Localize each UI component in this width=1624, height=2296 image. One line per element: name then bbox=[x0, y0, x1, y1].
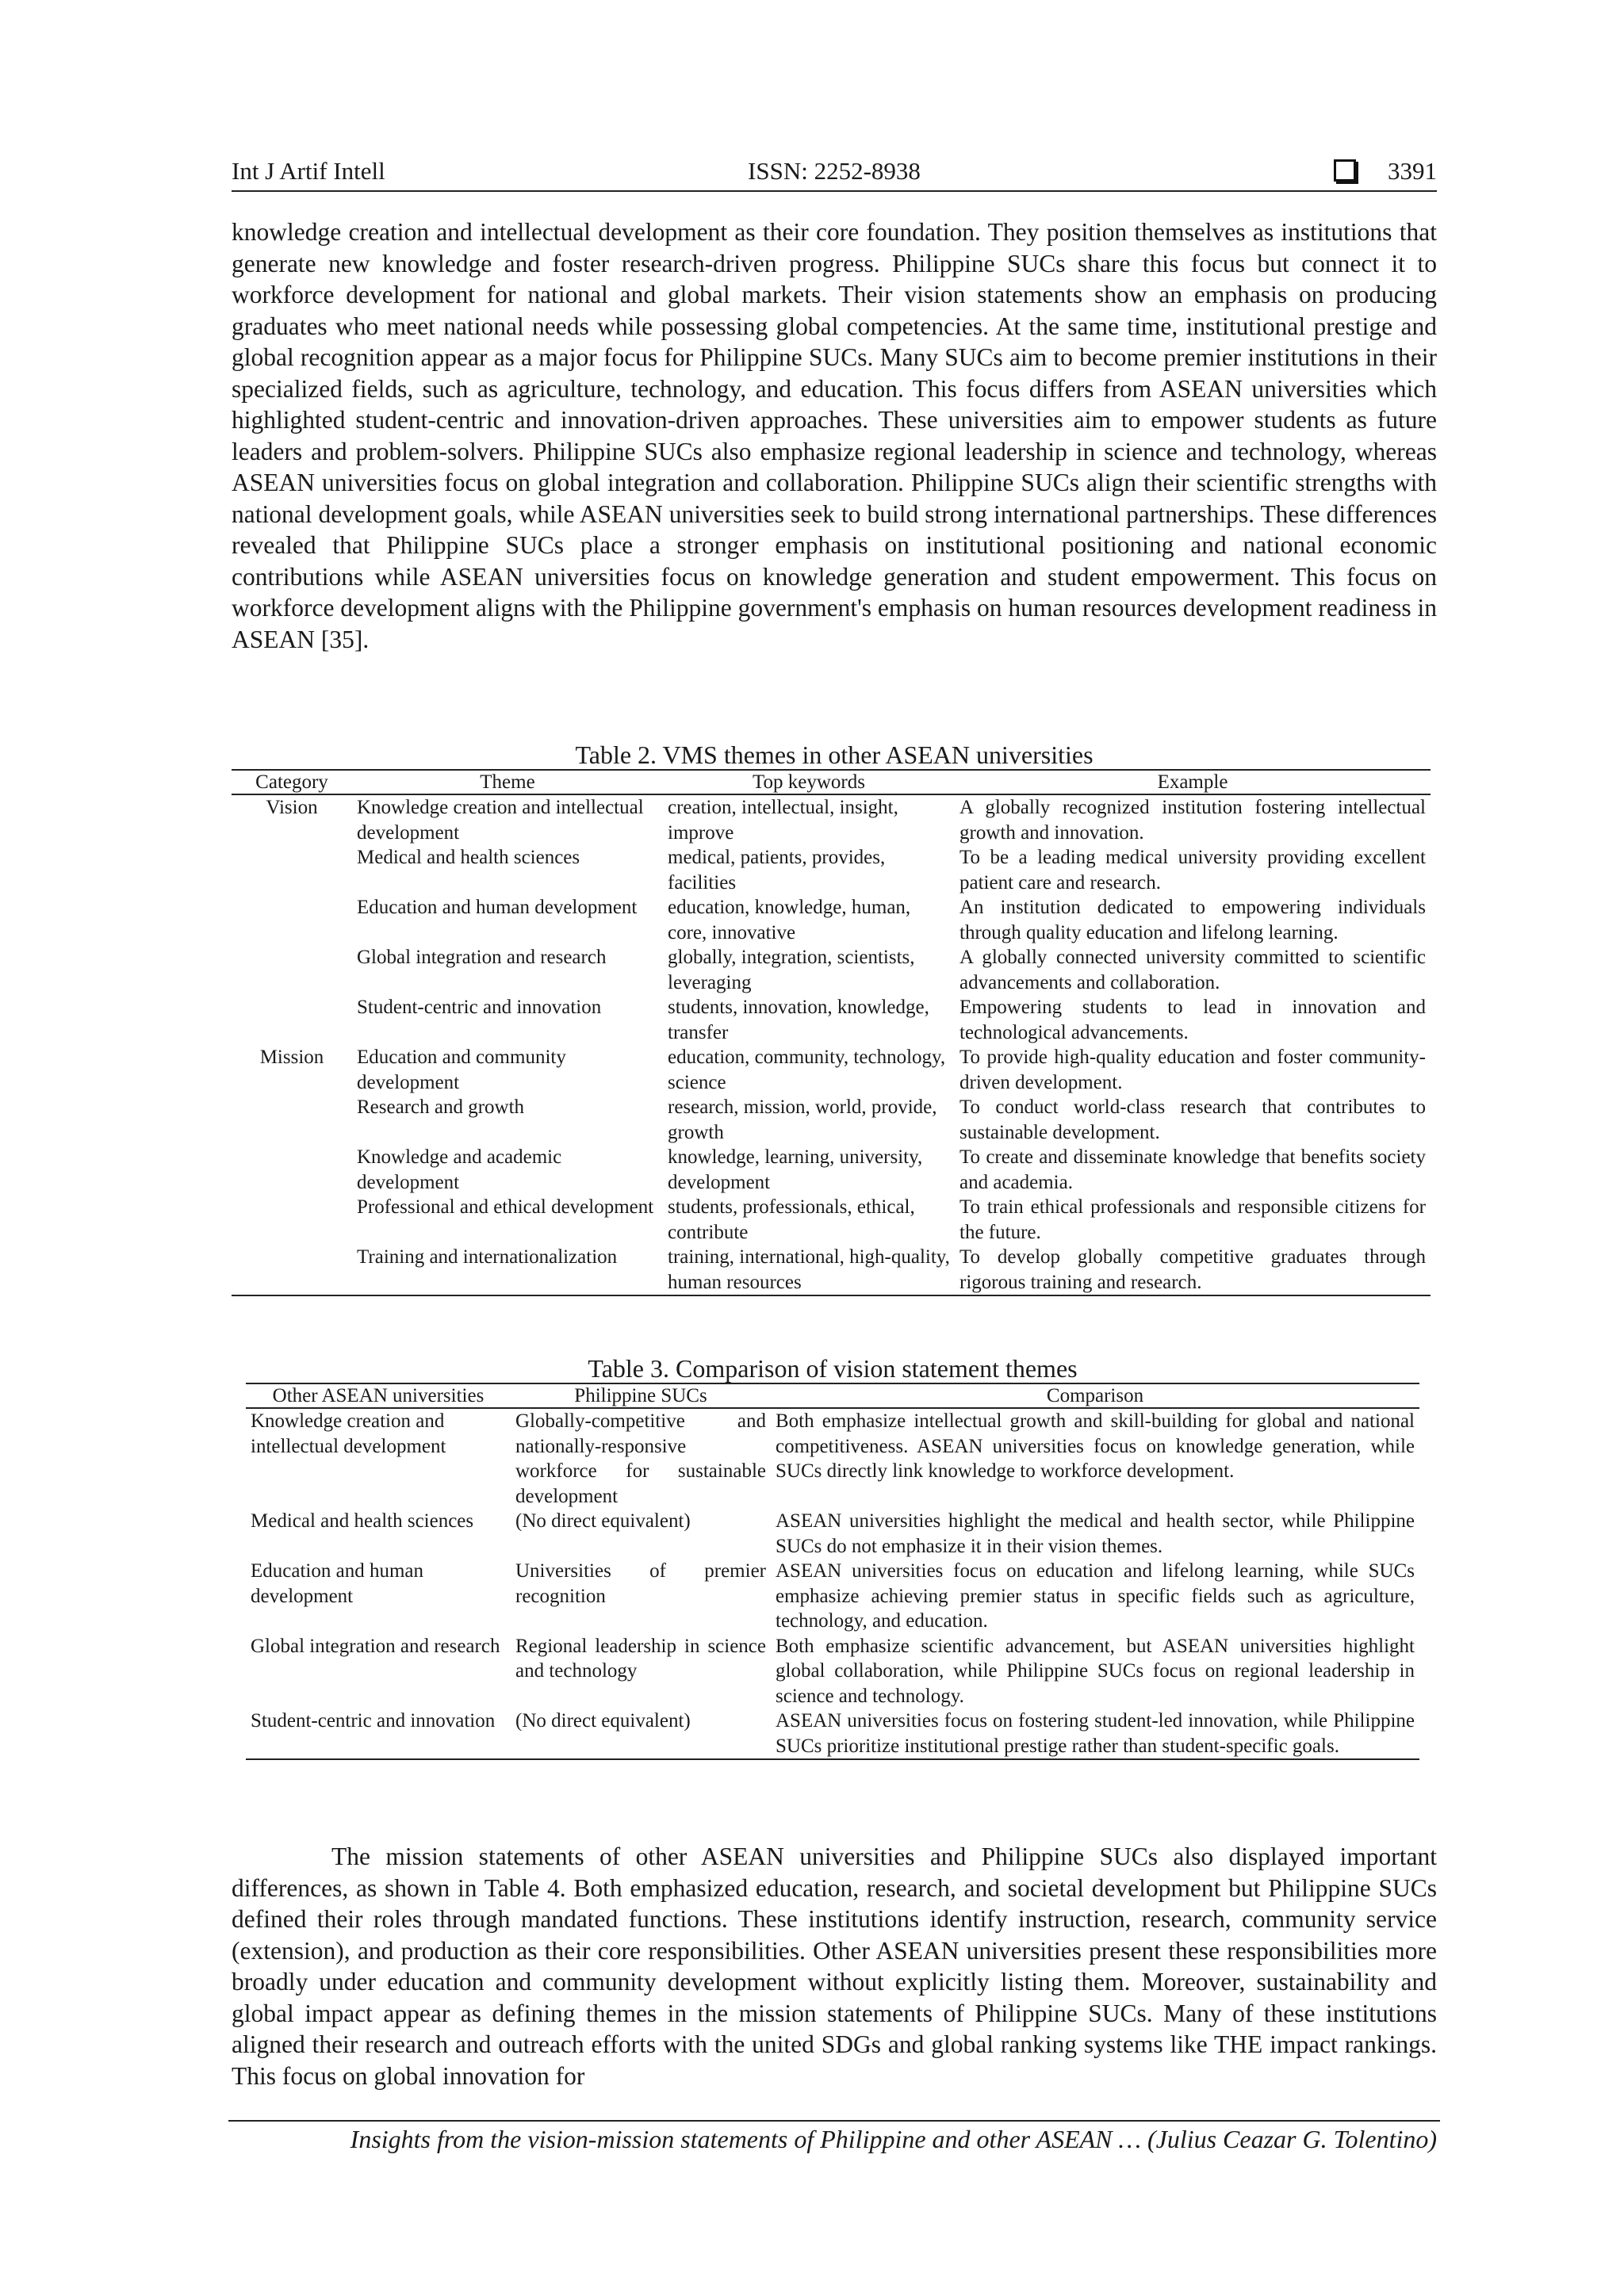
table2-header-keywords: Top keywords bbox=[663, 770, 955, 794]
table3 bbox=[246, 1383, 1419, 1760]
table2-cell-example: To create and disseminate knowledge that benefits society and academia. bbox=[959, 1146, 1426, 1193]
table3-cell-sucs: (No direct equivalent) bbox=[511, 1709, 771, 1759]
table2 bbox=[232, 769, 1431, 1296]
table2-cell-keywords: globally, integration, scientists, leveraging bbox=[668, 947, 915, 993]
table2-cell-example: To be a leading medical university providing excellent patient care and research. bbox=[959, 847, 1426, 894]
table2-cell-keywords: students, professionals, ethical, contribute bbox=[668, 1196, 915, 1243]
table2-cell-category bbox=[232, 1095, 352, 1145]
table3-cell-asean: Student-centric and innovation bbox=[246, 1709, 511, 1759]
table2-header-theme: Theme bbox=[352, 770, 663, 794]
table2-cell-theme: Knowledge creation and intellectual development bbox=[357, 797, 644, 844]
table2-cell-keywords: creation, intellectual, insight, improve bbox=[668, 797, 898, 844]
issn: ISSN: 2252-8938 bbox=[748, 157, 921, 185]
table2-cell-category: Vision bbox=[266, 797, 318, 818]
table3-caption: Table 3. Comparison of vision statement themes bbox=[588, 1354, 1078, 1383]
table2-cell-keywords: knowledge, learning, university, development bbox=[668, 1146, 923, 1193]
table2-cell-example: Empowering students to lead in innovation and technological advancements. bbox=[959, 997, 1426, 1043]
page-footer: Insights from the vision-mission statements of Philippine and other ASEAN … (Julius Ceazar G. Tolentino) bbox=[350, 2125, 1437, 2153]
table2-cell-category bbox=[232, 895, 352, 945]
table2-cell-theme: Professional and ethical development bbox=[357, 1196, 654, 1218]
page-header bbox=[232, 155, 1437, 192]
table3-cell-sucs: Universities of premier recognition bbox=[515, 1560, 766, 1607]
table2-header-example: Example bbox=[955, 770, 1431, 794]
table-row bbox=[246, 1634, 1419, 1709]
table2-cell-category bbox=[232, 1195, 352, 1245]
table-row bbox=[232, 1245, 1431, 1295]
table3-header-row bbox=[246, 1383, 1419, 1408]
table2-cell-category bbox=[232, 945, 352, 995]
table2-cell-keywords: education, knowledge, human, core, innovative bbox=[668, 897, 911, 943]
table2-cell-theme: Education and human development bbox=[357, 897, 638, 918]
table2-cell-example: To train ethical professionals and responsible citizens for the future. bbox=[959, 1196, 1426, 1243]
table2-cell-category bbox=[232, 1245, 352, 1295]
table2-cell-theme: Medical and health sciences bbox=[357, 847, 580, 868]
table2-cell-theme: Student-centric and innovation bbox=[357, 997, 602, 1018]
table3-cell-comparison: ASEAN universities highlight the medical and health sector, while Philippine SUCs do not emphasize it in their vision themes. bbox=[776, 1510, 1415, 1557]
table3-cell-asean: Medical and health sciences bbox=[251, 1510, 474, 1532]
table-row bbox=[232, 1045, 1431, 1095]
table2-cell-category bbox=[232, 1145, 352, 1195]
table3-cell-comparison: ASEAN universities focus on fostering student-led innovation, while Philippine SUCs prioritize institutional prestige rather than student-specific goals. bbox=[771, 1709, 1419, 1759]
table3-header-comparison: Comparison bbox=[771, 1383, 1419, 1408]
table2-cell-theme: Knowledge and academic development bbox=[357, 1146, 562, 1193]
table2-header-category: Category bbox=[232, 770, 352, 794]
table2-cell-example: A globally recognized institution fostering intellectual growth and innovation. bbox=[959, 797, 1426, 844]
table2-cell-example: A globally connected university committed to scientific advancements and collaboration. bbox=[959, 947, 1426, 993]
table3-header-sucs: Philippine SUCs bbox=[511, 1383, 771, 1408]
table-row bbox=[232, 945, 1431, 995]
table3-cell-asean: Global integration and research bbox=[251, 1635, 500, 1657]
table2-cell-theme: Research and growth bbox=[357, 1096, 525, 1118]
table2-cell-keywords: research, mission, world, provide, growth bbox=[668, 1096, 937, 1143]
table2-cell-keywords: training, international, high-quality, human resources bbox=[663, 1245, 955, 1295]
table-row bbox=[232, 845, 1431, 895]
table3-cell-comparison: Both emphasize intellectual growth and skill-building for global and national competitiveness. ASEAN universities focus on knowledge generation, while SUCs directly link knowledge to workforce development. bbox=[776, 1410, 1415, 1482]
table-row bbox=[232, 1195, 1431, 1245]
body-paragraph-1: knowledge creation and intellectual development as their core foundation. They position themselves as institutions that generate new knowledge and foster research-driven progress. Philippine SUCs share this focus but connect it to workforce development for national and global markets. Their vision statements show an emphasis on producing graduates who meet national needs while possessing global competencies. At the same time, institutional prestige and global recognition appear as a major focus for Philippine SUCs. Many SUCs aim to become premier institutions in their specialized fields, such as agriculture, technology, and education. This focus differs from ASEAN universities which highlighted student-centric and innovation-driven approaches. These universities aim to empower students as future leaders and problem-solvers. Philippine SUCs also emphasize regional leadership in science and technology, whereas ASEAN universities focus on global integration and collaboration. Philippine SUCs align their scientific strengths with national development goals, while ASEAN universities seek to build strong international partnerships. These differences revealed that Philippine SUCs place a stronger emphasis on institutional positioning and national economic contributions while ASEAN universities focus on knowledge generation and student empowerment. This focus on workforce development aligns with the Philippine government's emphasis on human resources development readiness in ASEAN [35]. bbox=[232, 218, 1437, 653]
page-number: 3391 bbox=[1388, 157, 1437, 185]
table2-cell-example: To develop globally competitive graduates through rigorous training and research. bbox=[955, 1245, 1431, 1295]
table3-header-asean: Other ASEAN universities bbox=[246, 1383, 511, 1408]
table3-cell-sucs: (No direct equivalent) bbox=[515, 1510, 691, 1532]
table2-cell-theme: Education and community development bbox=[357, 1047, 566, 1093]
table2-cell-category bbox=[232, 845, 352, 895]
table2-cell-category bbox=[232, 995, 352, 1045]
table3-cell-sucs: Regional leadership in science and technology bbox=[515, 1635, 766, 1682]
table2-cell-example: An institution dedicated to empowering individuals through quality education and lifelong learning. bbox=[959, 897, 1426, 943]
table-row bbox=[246, 1509, 1419, 1559]
table-row bbox=[232, 794, 1431, 845]
table2-header-row bbox=[232, 770, 1431, 794]
table2-body bbox=[232, 794, 1431, 1295]
table2-caption: Table 2. VMS themes in other ASEAN universities bbox=[575, 740, 1094, 769]
table3-cell-comparison: ASEAN universities focus on education and lifelong learning, while SUCs emphasize achieving premier status in specific fields such as agriculture, technology, and education. bbox=[776, 1560, 1415, 1632]
table3-cell-sucs: Globally-competitive and nationally-responsive workforce for sustainable development bbox=[515, 1410, 766, 1507]
table2-cell-category: Mission bbox=[259, 1047, 324, 1068]
table2-cell-keywords: medical, patients, provides, facilities bbox=[668, 847, 886, 894]
table3-cell-comparison: Both emphasize scientific advancement, but ASEAN universities highlight global collaboration, while Philippine SUCs focus on regional leadership in science and technology. bbox=[776, 1635, 1415, 1707]
table-row bbox=[246, 1709, 1419, 1759]
table2-cell-theme: Global integration and research bbox=[357, 947, 607, 968]
table-row bbox=[232, 1095, 1431, 1145]
table2-cell-example: To conduct world-class research that contributes to sustainable development. bbox=[959, 1096, 1426, 1143]
table-row bbox=[246, 1408, 1419, 1509]
table2-cell-keywords: education, community, technology, science bbox=[668, 1047, 946, 1093]
body-paragraph-2: The mission statements of other ASEAN universities and Philippine SUCs also displayed important differences, as shown in Table 4. Both emphasized education, research, and societal development but Philippine SUCs defined their roles through mandated functions. These institutions identify instruction, research, community service (extension), and production as their core responsibilities. Other ASEAN universities present these responsibilities more broadly under education and community development without explicitly listing them. Moreover, sustainability and global impact appear as defining themes in the mission statements of Philippine SUCs. Many of these institutions aligned their research and outreach efforts with the united SDGs and global ranking systems like THE impact rankings. This focus on global innovation for bbox=[232, 1843, 1437, 2090]
journal-name: Int J Artif Intell bbox=[232, 157, 385, 185]
table3-cell-asean: Knowledge creation and intellectual development bbox=[251, 1410, 446, 1457]
page-number-group bbox=[1334, 155, 1437, 187]
table-row bbox=[232, 895, 1431, 945]
table-row bbox=[232, 995, 1431, 1045]
table-row bbox=[246, 1559, 1419, 1634]
footer-divider bbox=[228, 2120, 1440, 2122]
table3-body bbox=[246, 1408, 1419, 1759]
table-row bbox=[232, 1145, 1431, 1195]
table2-cell-example: To provide high-quality education and foster community-driven development. bbox=[959, 1047, 1426, 1093]
table2-cell-theme: Training and internationalization bbox=[352, 1245, 663, 1295]
square-box-icon bbox=[1334, 159, 1356, 182]
table3-cell-asean: Education and human development bbox=[251, 1560, 423, 1607]
table2-cell-keywords: students, innovation, knowledge, transfer bbox=[668, 997, 929, 1043]
